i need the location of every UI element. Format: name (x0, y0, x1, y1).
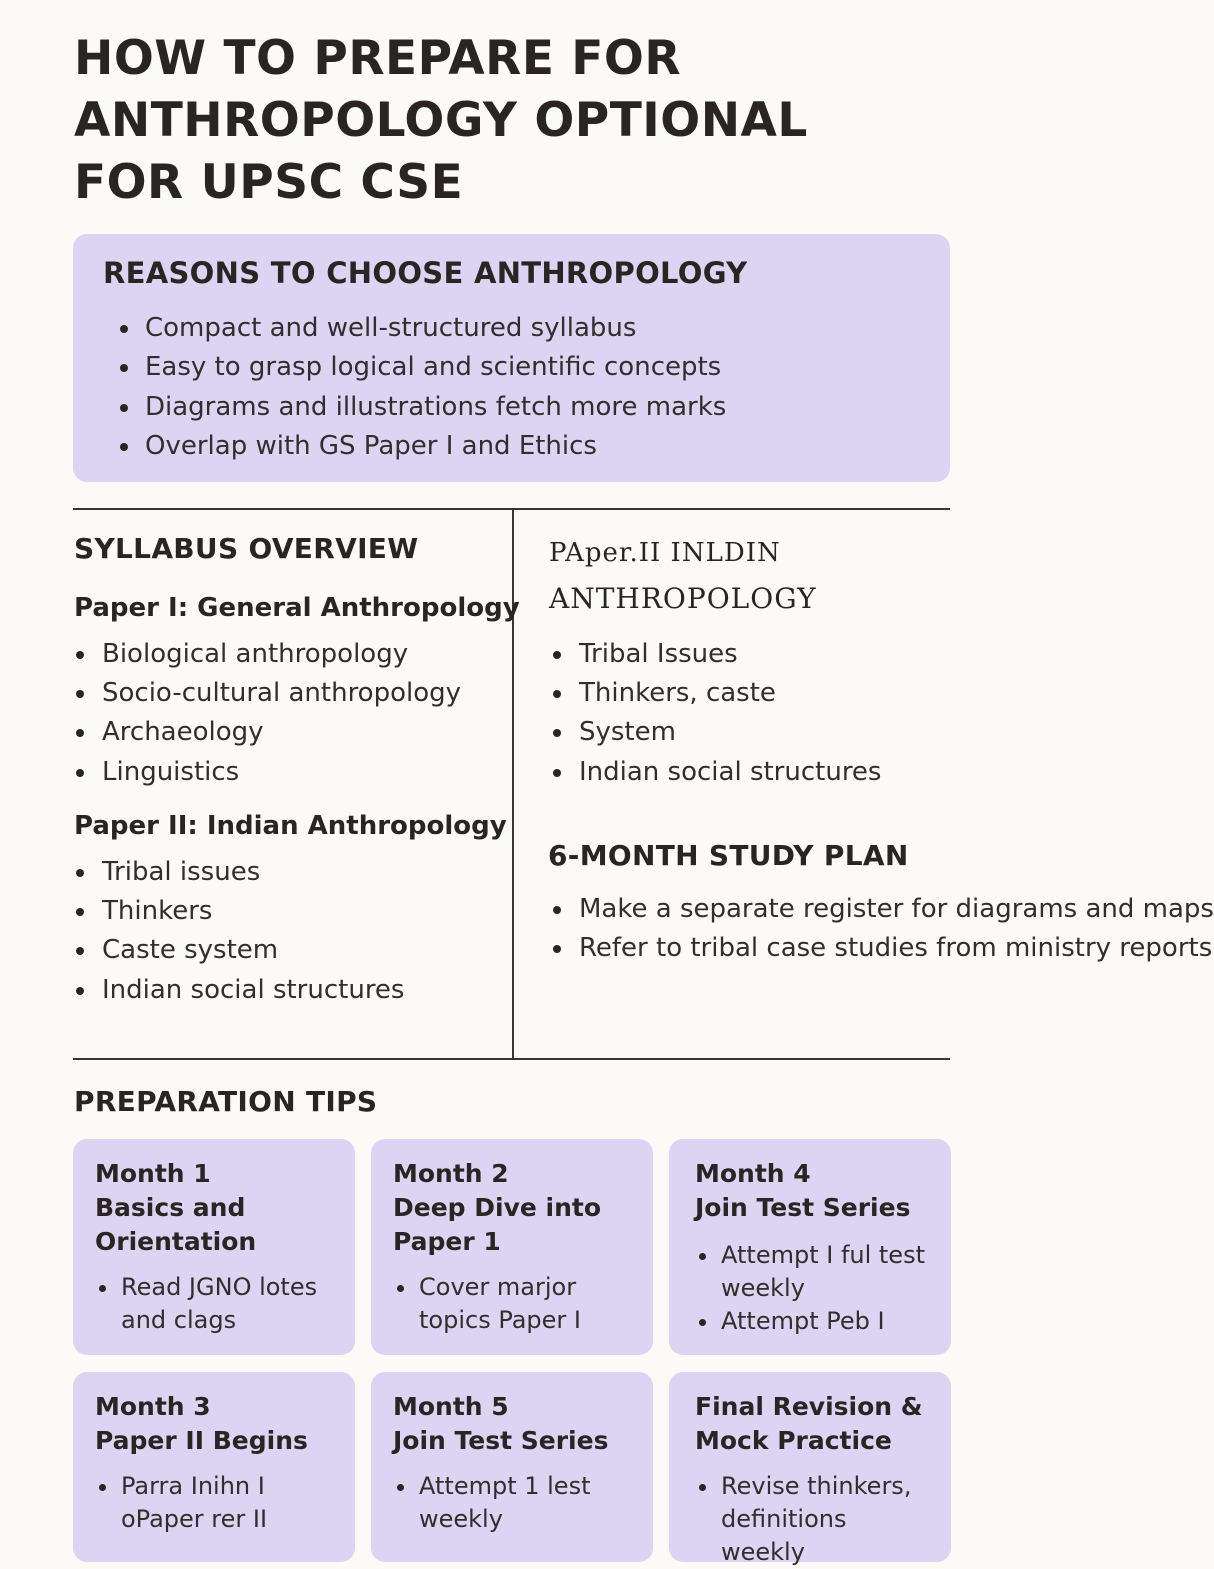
reasons-heading: REASONS TO CHOOSE ANTHROPOLOGY (103, 256, 748, 290)
list-item: Indian social structures (102, 971, 404, 1010)
list-item: Easy to grasp logical and scientific concepts (145, 348, 726, 387)
list-item: Biological anthropology (102, 635, 461, 674)
title-line-3: FOR UPSC CSE (74, 155, 464, 210)
card-title-line: Paper 1 (393, 1227, 501, 1256)
list-item: Archaeology (102, 713, 461, 752)
list-item: Socio-cultural anthropology (102, 674, 461, 713)
list-item: Tribal Issues (579, 635, 881, 674)
divider-bottom (73, 1058, 950, 1060)
paper1-list (102, 635, 461, 792)
paper1-heading: Paper I: General Anthropology (74, 593, 520, 623)
card-title-line: Paper II Begins (95, 1426, 308, 1455)
paper2-heading: Paper II: Indian Anthropology (74, 811, 507, 841)
card-title-line: Month 1 (95, 1159, 211, 1188)
study-plan-heading: 6-MONTH STUDY PLAN (548, 839, 909, 872)
tip-card-month-2 (371, 1139, 653, 1355)
list-item: Overlap with GS Paper I and Ethics (145, 427, 726, 466)
list-item: Refer to tribal case studies from ministry reports (579, 929, 939, 968)
card-title-line: Month 5 (393, 1392, 509, 1421)
list-item: Thinkers, caste (579, 674, 881, 713)
list-item: Caste system (102, 931, 404, 970)
reasons-list (145, 309, 726, 466)
title-line-2: ANTHROPOLOGY OPTIONAL (74, 93, 808, 148)
card-title-line: Final Revision & (695, 1392, 923, 1421)
card-list (393, 1470, 633, 1536)
list-item: Thinkers (102, 892, 404, 931)
list-item: Indian social structures (579, 753, 881, 792)
card-list (695, 1239, 931, 1338)
list-item: Read JGNO lotes and clags (121, 1271, 335, 1337)
card-title (695, 1390, 931, 1458)
divider-vertical (512, 509, 514, 1058)
card-title (695, 1157, 931, 1225)
card-list (95, 1470, 335, 1536)
card-list (95, 1271, 335, 1337)
card-title-line: Basics and (95, 1193, 246, 1222)
card-title-line: Month 4 (695, 1159, 811, 1188)
card-title-line: Join Test Series (695, 1193, 911, 1222)
paper2-list (102, 853, 404, 1010)
list-item: System (579, 713, 881, 752)
list-item: Tribal issues (102, 853, 404, 892)
card-title (95, 1390, 335, 1458)
list-item: Revise thinkers, definitions weekly (721, 1470, 931, 1569)
card-title-line: Month 2 (393, 1159, 509, 1188)
list-item: Attempt I ful test weekly (721, 1239, 931, 1305)
card-list (695, 1470, 931, 1569)
list-item: Attempt Peb I (721, 1305, 931, 1338)
list-item: Attempt 1 lest weekly (419, 1470, 599, 1536)
paper2-right-heading-line-1: PAper.II INLDIN (549, 538, 781, 568)
list-item: Cover marjor topics Paper I (419, 1271, 633, 1337)
paper2-right-list (579, 635, 881, 792)
tip-card-month-3 (73, 1372, 355, 1562)
paper2-right-heading-line-2: ANTHROPOLOGY (549, 582, 817, 615)
card-title-line: Deep Dive into (393, 1193, 602, 1222)
list-item: Parra Inihn I oPaper rer II (121, 1470, 281, 1536)
list-item: Make a separate register for diagrams and maps (579, 890, 939, 929)
page-title (74, 28, 834, 214)
paper2-right-heading (549, 530, 817, 622)
card-title (393, 1390, 633, 1458)
syllabus-heading: SYLLABUS OVERVIEW (74, 532, 419, 565)
card-title (393, 1157, 633, 1259)
tip-card-final-revision (669, 1372, 951, 1566)
tip-card-month-4 (669, 1139, 951, 1355)
card-list (393, 1271, 633, 1337)
card-title-line: Mock Practice (695, 1426, 892, 1455)
list-item: Compact and well-structured syllabus (145, 309, 726, 348)
tips-heading: PREPARATION TIPS (74, 1085, 378, 1118)
tip-card-month-1 (73, 1139, 355, 1355)
title-line-1: HOW TO PREPARE FOR (74, 31, 682, 86)
list-item: Linguistics (102, 753, 461, 792)
tip-card-month-5 (371, 1372, 653, 1562)
card-title (95, 1157, 335, 1259)
card-title-line: Join Test Series (393, 1426, 609, 1455)
card-title-line: Orientation (95, 1227, 257, 1256)
card-title-line: Month 3 (95, 1392, 211, 1421)
study-plan-list (579, 890, 1214, 968)
list-item: Diagrams and illustrations fetch more marks (145, 388, 726, 427)
